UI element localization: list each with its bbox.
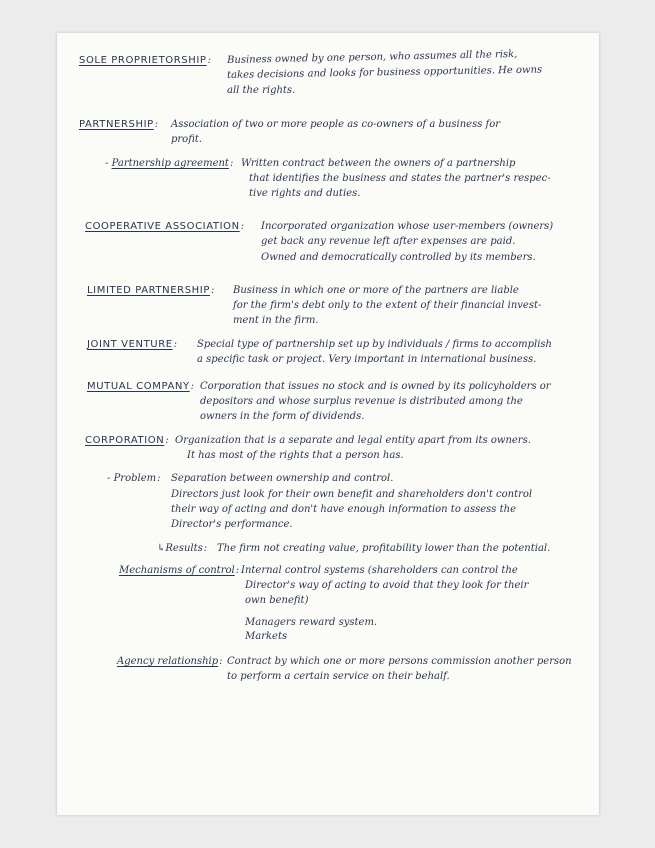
definition-line: Association of two or more people as co-owners of a business for — [171, 119, 501, 130]
definition-line: a specific task or project. Very important in international business. — [197, 354, 537, 365]
term-joint-venture: JOINT VENTURE — [87, 339, 173, 350]
definition-line: that identifies the business and states the partner's respec- — [249, 173, 551, 184]
definition-line: for the firm's debt only to the extent of their financial invest- — [233, 300, 542, 311]
term-partnership-agreement: Partnership agreement — [111, 158, 229, 169]
definition-line: Corporation that issues no stock and is owned by its policyholders or — [200, 381, 551, 392]
definition-line: Organization that is a separate and legal entity apart from its owners. — [175, 435, 531, 446]
definition-line: Markets — [245, 631, 288, 642]
separator: : — [240, 221, 245, 232]
term-mechanisms-of-control: Mechanisms of control — [119, 565, 235, 576]
definition-line: Business in which one or more of the partners are liable — [233, 285, 519, 296]
term-limited-partnership: LIMITED PARTNERSHIP — [87, 285, 210, 296]
definition-line: Director's way of acting to avoid that they look for their — [245, 580, 529, 591]
separator: : — [173, 339, 178, 350]
definition-line: Contract by which one or more persons commission another person — [227, 656, 572, 667]
definition-line: own benefit) — [245, 595, 309, 606]
term-results: Results — [165, 543, 203, 554]
term-sole-proprietorship: SOLE PROPRIETORSHIP — [79, 55, 207, 66]
definition-line: takes decisions and looks for business opportunities. He owns — [227, 64, 543, 81]
definition-line: Written contract between the owners of a partnership — [241, 158, 516, 169]
definition-line: their way of acting and don't have enough information to assess the — [171, 504, 516, 515]
separator: : — [235, 565, 240, 576]
definition-line: Director's performance. — [171, 519, 293, 530]
definition-line: all the rights. — [227, 85, 296, 96]
separator: : — [154, 119, 159, 130]
term-cooperative-association: COOPERATIVE ASSOCIATION — [85, 221, 240, 232]
term-mutual-company: MUTUAL COMPANY — [87, 381, 190, 392]
term-problem: Problem — [113, 473, 157, 484]
definition-line: The firm not creating value, profitability lower than the potential. — [217, 543, 551, 554]
definition-line: Internal control systems (shareholders can control the — [241, 565, 518, 576]
arrow-marker: ↳ — [157, 543, 166, 554]
definition-line: tive rights and duties. — [249, 188, 361, 199]
separator: : — [207, 55, 211, 66]
definition-line: depositors and whose surplus revenue is distributed among the — [200, 396, 523, 407]
separator: : — [229, 158, 234, 169]
definition-line: Separation between ownership and control. — [171, 473, 394, 484]
separator: : — [219, 656, 223, 667]
definition-line: It has most of the rights that a person has. — [187, 450, 404, 461]
definition-line: Incorporated organization whose user-members (owners) — [261, 221, 554, 232]
term-partnership: PARTNERSHIP — [79, 119, 154, 130]
separator: : — [190, 381, 195, 392]
definition-line: get back any revenue left after expenses are paid. — [261, 236, 516, 247]
separator: : — [157, 473, 161, 484]
separator: : — [165, 435, 169, 446]
term-corporation: CORPORATION — [85, 435, 165, 446]
definition-line: ment in the firm. — [233, 315, 319, 326]
term-agency-relationship: Agency relationship — [117, 656, 219, 667]
definition-line: owners in the form of dividends. — [200, 411, 365, 422]
separator: : — [210, 285, 215, 296]
definition-line: profit. — [171, 134, 203, 145]
definition-line: Business owned by one person, who assumes all the risk, — [227, 48, 518, 66]
separator: : — [203, 543, 208, 554]
definition-line: Owned and democratically controlled by its members. — [261, 252, 536, 263]
definition-line: Directors just look for their own benefit and shareholders don't control — [171, 489, 533, 500]
notes-page — [57, 33, 599, 815]
definition-line: Managers reward system. — [245, 617, 378, 628]
definition-line: Special type of partnership set up by individuals / firms to accomplish — [197, 339, 552, 350]
dash-marker: - — [107, 473, 111, 484]
dash-marker: - — [105, 158, 109, 169]
definition-line: to perform a certain service on their behalf. — [227, 671, 450, 682]
